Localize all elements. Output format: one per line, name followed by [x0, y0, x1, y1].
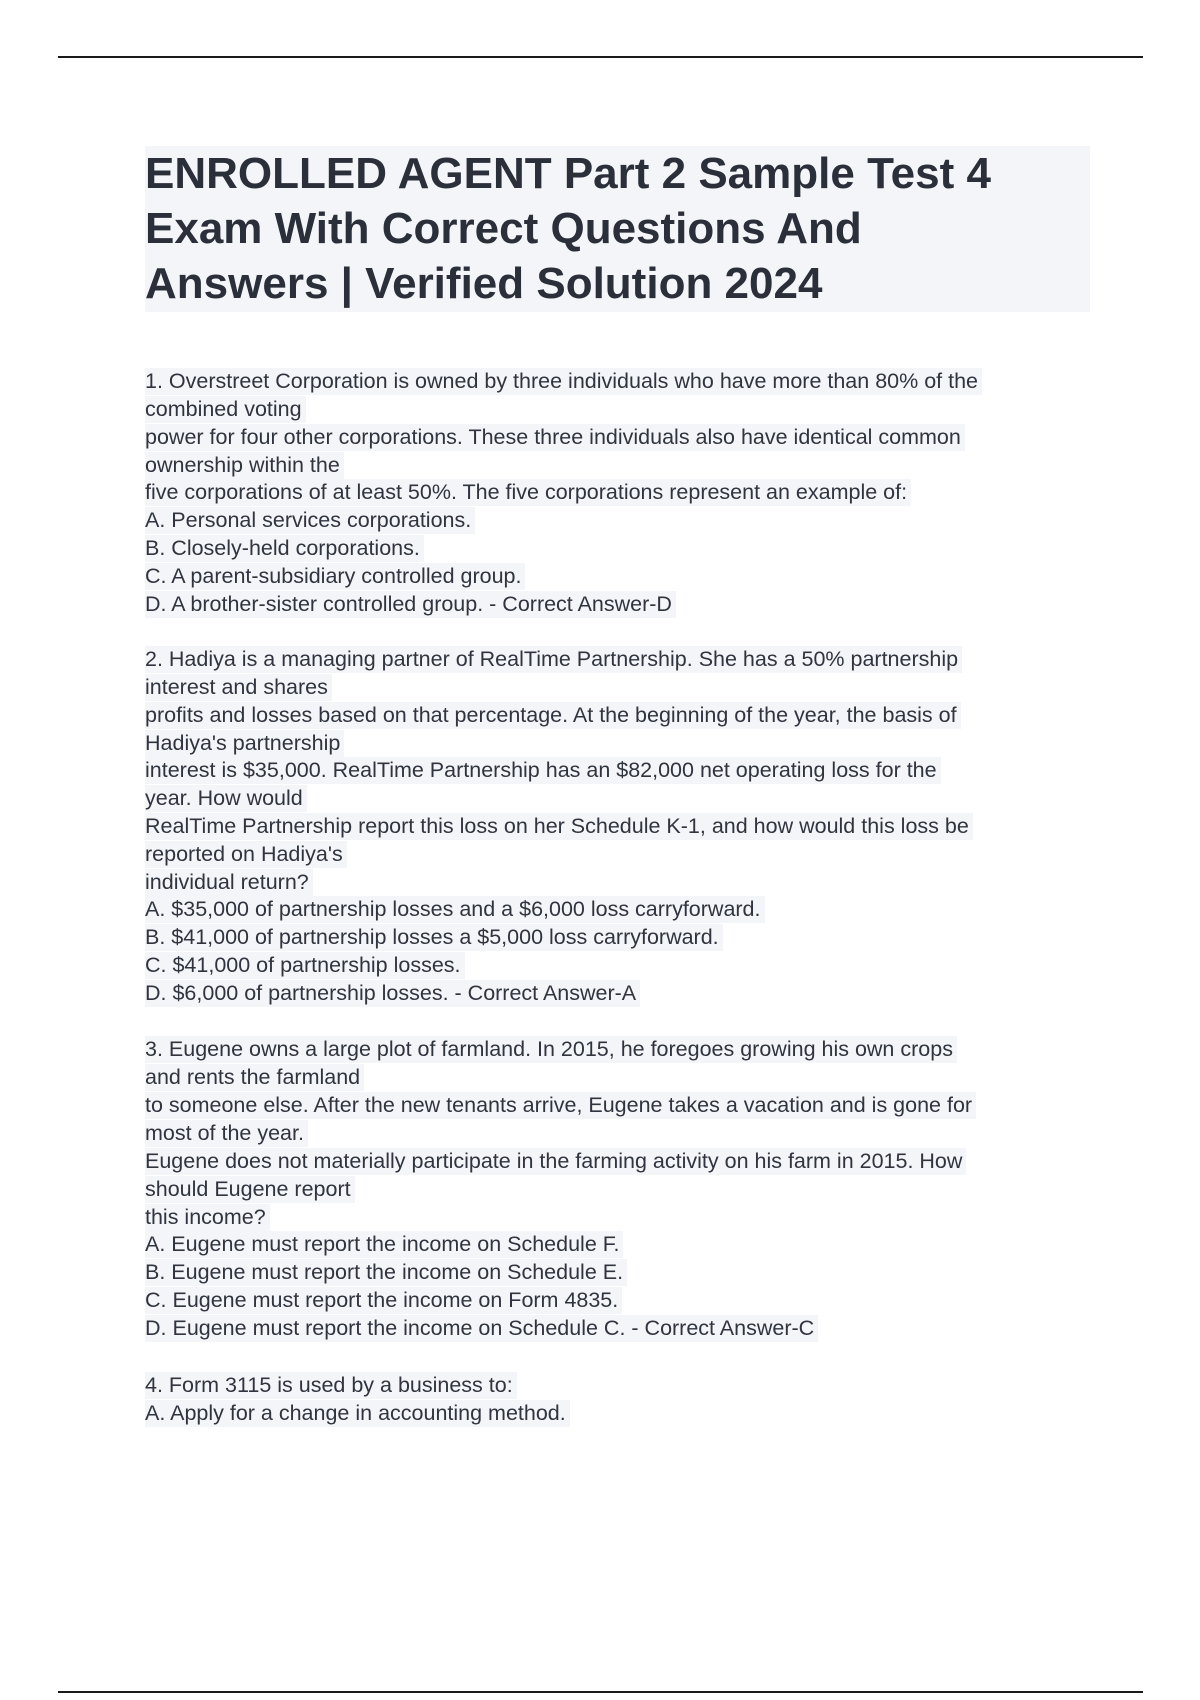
question-text-line: to someone else. After the new tenants arrive, Eugene takes a vacation and is gone for — [145, 1092, 976, 1119]
footer-rule — [58, 1691, 1143, 1693]
answer-option: A. Apply for a change in accounting method. — [145, 1400, 570, 1427]
question-text-line: ownership within the — [145, 452, 344, 479]
question-text-line: 4. Form 3115 is used by a business to: — [145, 1372, 517, 1399]
answer-option: A. Eugene must report the income on Schedule F. — [145, 1231, 623, 1258]
question-text-line: five corporations of at least 50%. The five corporations represent an example of: — [145, 479, 911, 506]
question-text-line: should Eugene report — [145, 1176, 355, 1203]
answer-option: D. $6,000 of partnership losses. - Correct Answer-A — [145, 980, 640, 1007]
answer-option: A. $35,000 of partnership losses and a $6,000 loss carryforward. — [145, 896, 765, 923]
document-title — [145, 146, 1090, 312]
title-line: ENROLLED AGENT Part 2 Sample Test 4 — [145, 149, 991, 198]
answer-option: D. Eugene must report the income on Schedule C. - Correct Answer-C — [145, 1315, 818, 1342]
answer-option: B. $41,000 of partnership losses a $5,000 loss carryforward. — [145, 924, 723, 951]
question-text-line: combined voting — [145, 396, 306, 423]
answer-option: C. Eugene must report the income on Form 4835. — [145, 1287, 622, 1314]
header-rule — [58, 56, 1143, 58]
answer-option: C. $41,000 of partnership losses. — [145, 952, 465, 979]
question-text-line: power for four other corporations. These three individuals also have identical common — [145, 424, 965, 451]
question-text-line: Eugene does not materially participate in the farming activity on his farm in 2015. How — [145, 1148, 966, 1175]
question-text-line: interest and shares — [145, 674, 332, 701]
question-text-line: Hadiya's partnership — [145, 730, 344, 757]
title-line: Answers | Verified Solution 2024 — [145, 259, 823, 308]
question-text-line: 2. Hadiya is a managing partner of RealTime Partnership. She has a 50% partnership — [145, 646, 962, 673]
question-text-line: and rents the farmland — [145, 1064, 364, 1091]
question-text-line: this income? — [145, 1204, 270, 1231]
question-text-line: year. How would — [145, 785, 307, 812]
answer-option: B. Eugene must report the income on Schedule E. — [145, 1259, 627, 1286]
question-text-line: profits and losses based on that percentage. At the beginning of the year, the basis of — [145, 702, 961, 729]
answer-option: B. Closely-held corporations. — [145, 535, 424, 562]
question-text-line: interest is $35,000. RealTime Partnership has an $82,000 net operating loss for the — [145, 757, 941, 784]
answer-option: C. A parent-subsidiary controlled group. — [145, 563, 525, 590]
question-text-line: most of the year. — [145, 1120, 308, 1147]
answer-option: A. Personal services corporations. — [145, 507, 475, 534]
title-line: Exam With Correct Questions And — [145, 204, 862, 253]
question-text-line: 1. Overstreet Corporation is owned by three individuals who have more than 80% of the — [145, 368, 982, 395]
question-text-line: reported on Hadiya's — [145, 841, 347, 868]
question-text-line: 3. Eugene owns a large plot of farmland. In 2015, he foregoes growing his own crops — [145, 1036, 957, 1063]
answer-option: D. A brother-sister controlled group. - Correct Answer-D — [145, 591, 676, 618]
question-text-line: RealTime Partnership report this loss on her Schedule K-1, and how would this loss be — [145, 813, 973, 840]
question-text-line: individual return? — [145, 869, 313, 896]
